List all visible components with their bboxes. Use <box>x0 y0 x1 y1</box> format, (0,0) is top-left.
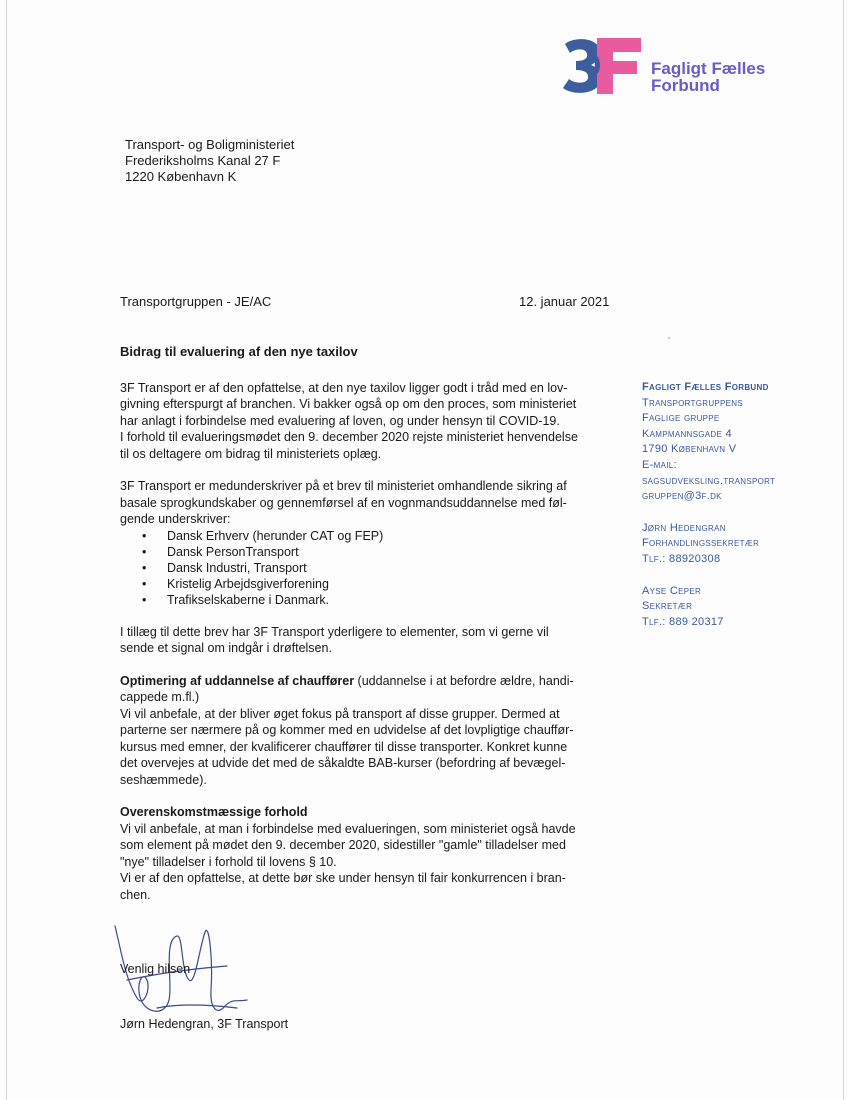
sidebar-email-label: E-mail: <box>642 458 677 471</box>
logo-line-1: Fagligt Fælles <box>651 59 766 78</box>
recipient-line-2: Frederiksholms Kanal 27 F <box>125 153 281 168</box>
recipient-address <box>125 137 294 185</box>
list-item: • Dansk Industri, Transport <box>167 560 610 576</box>
sender-address-block <box>642 380 842 505</box>
list-item: • Trafikselskaberne i Danmark. <box>167 592 610 608</box>
contact-2-name: Ayse Ceper <box>642 584 702 597</box>
signer-list <box>120 528 610 608</box>
closing-greeting: Venlig hilsen <box>120 962 191 976</box>
text-line: "nye" tilladelser i forhold til lovens § 10. <box>120 854 337 869</box>
sidebar-dept-1: Transportgruppens <box>642 396 744 409</box>
contact-1-name: Jørn Hedengran <box>642 521 726 534</box>
logo-line-2: Forbund <box>651 76 720 95</box>
text-line: det overvejes at udvide det med de såkaldte BAB-kurser (befordring af bevægel- <box>120 756 566 770</box>
contact-2-role: Sekretær <box>642 600 693 613</box>
letter-page <box>7 0 843 1100</box>
section-chauffeur-training <box>120 673 610 789</box>
section-2-heading: Overenskomstmæssige forhold <box>120 805 308 819</box>
contact-2-block <box>642 584 842 631</box>
text-line: sende et signal om indgår i drøftelsen. <box>120 641 332 655</box>
text-line: gende underskriver: <box>120 512 231 526</box>
text-line: givning efterspurgt af branchen. Vi bakker også op om den proces, som ministeriet <box>120 397 577 411</box>
text-line: kursus med emner, der kvalificerer chauffører til disse transporter. Konkret kunne <box>120 739 568 754</box>
list-item: • Kristelig Arbejdsgiverforening <box>167 576 610 592</box>
reference: Transportgruppen - JE/AC <box>120 294 272 309</box>
scan-speck <box>668 337 670 339</box>
recipient-line-3: 1220 København K <box>125 169 237 184</box>
recipient-line-1: Transport- og Boligministeriet <box>125 137 295 152</box>
letter-body <box>120 344 610 919</box>
text-line: cappede m.fl.) <box>120 690 200 704</box>
sidebar-email-2: gruppen@3f.dk <box>642 490 722 503</box>
letter-title: Bidrag til evaluering af den nye taxilov <box>120 344 358 359</box>
section-1-heading-rest: (uddannelse i at befordre ældre, handi- <box>354 673 574 688</box>
sidebar-org: Fagligt Fælles Forbund <box>642 381 769 393</box>
text-line: har anlagt i forbindelse med evaluering af loven, og under hensyn til COVID-19. <box>120 413 560 428</box>
sidebar-email-1: sagsudveksling.transport <box>642 474 776 487</box>
contact-1-role: Forhandlingssekretær <box>642 537 760 550</box>
paragraph-3 <box>120 624 610 657</box>
contact-1-block <box>642 521 842 568</box>
text-line: 3F Transport er af den opfattelse, at den nye taxilov ligger godt i tråd med en lov- <box>120 380 568 395</box>
text-line: Vi vil anbefale, at man i forbindelse med evalueringen, som ministeriet også havde <box>120 821 576 836</box>
text-line: seshæmmede). <box>120 772 207 787</box>
3f-logo-icon <box>555 36 647 98</box>
text-line: Vi er af den opfattelse, at dette bør ske under hensyn til fair konkurrencen i bran- <box>120 871 566 885</box>
text-line: chen. <box>120 887 151 902</box>
contact-2-phone: Tlf.: 889 20317 <box>642 615 724 628</box>
3f-logo <box>555 36 785 98</box>
logo-wordmark <box>651 60 765 94</box>
sidebar-street: Kampmannsgade 4 <box>642 427 732 440</box>
text-line: I tillæg til dette brev har 3F Transport yderligere to elementer, som vi gerne vil <box>120 624 549 639</box>
text-line: som element på mødet den 9. december 2020, sidestiller "gamle" tilladelser med <box>120 838 566 852</box>
paragraph-1 <box>120 380 610 463</box>
text-line: basale sprogkundskaber og gennemførsel af en vognmandsuddannelse med føl- <box>120 495 567 510</box>
contact-1-phone: Tlf.: 88920308 <box>642 552 721 565</box>
section-1-first-line <box>120 673 610 690</box>
list-item: • Dansk PersonTransport <box>167 544 610 560</box>
section-agreement-conditions <box>120 804 610 903</box>
text-line: 3F Transport er medunderskriver på et brev til ministeriet omhandlende sikring af <box>120 479 567 493</box>
sidebar-city: 1790 København V <box>642 443 737 456</box>
text-line: til os deltagere om bidrag til ministeriets oplæg. <box>120 446 382 461</box>
section-1-heading: Optimering af uddannelse af chauffører <box>120 673 355 688</box>
text-line: parterne ser nærmere på og kommer med en udvidelse af det lovpligtige chauffør- <box>120 723 574 737</box>
list-item: • Dansk Erhverv (herunder CAT og FEP) <box>167 528 610 544</box>
text-line: I forhold til evalueringsmødet den 9. december 2020 rejste ministeriet henvendelse <box>120 430 578 444</box>
sidebar-dept-2: Faglige gruppe <box>642 412 720 425</box>
sender-sidebar <box>642 380 842 646</box>
text-line: Vi vil anbefale, at der bliver øget fokus på transport af disse grupper. Dermed at <box>120 706 560 721</box>
signature-name: Jørn Hedengran, 3F Transport <box>120 1017 289 1031</box>
paragraph-2 <box>120 478 610 528</box>
letter-date: 12. januar 2021 <box>519 294 610 309</box>
